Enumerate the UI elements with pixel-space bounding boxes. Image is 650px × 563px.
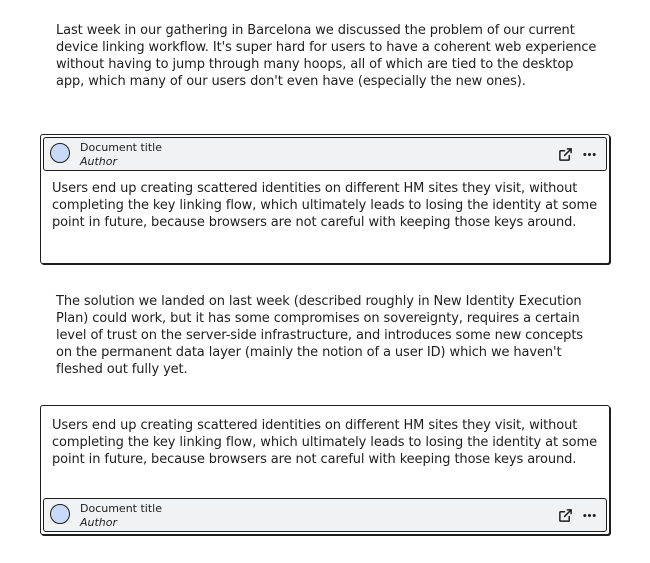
author-avatar [50, 143, 70, 163]
paragraph-intro: Last week in our gathering in Barcelona we discussed the problem of our current device linking workflow. It's super hard for users to have a coherent web experience without having to jump through many hoops, all of which are tied to the desktop app, which many of our users don't even have (especially the new ones). [56, 23, 597, 89]
embed-header[interactable] [43, 498, 607, 532]
paragraph-solution: The solution we landed on last week (described roughly in New Identity Execution Plan) could work, but it has some compromises on sovereignty, requires a certain level of trust on the server-side infrastructure, and introduces some new concepts on the permanent data layer (mainly the notion of a user ID) which we haven't fleshed out fully yet. [56, 294, 583, 377]
document-title[interactable]: Document title [80, 141, 162, 154]
more-horizontal-icon [582, 147, 597, 162]
document-author: Author [80, 516, 118, 529]
more-options-button[interactable] [580, 506, 598, 524]
open-document-button[interactable] [556, 145, 574, 163]
embed-quote: Users end up creating scattered identities on different HM sites they visit, without completing the key linking flow, which ultimately leads to losing the identity at some point in future, because browsers are not careful with keeping those keys around. [52, 418, 597, 467]
document-title[interactable]: Document title [80, 502, 162, 515]
external-link-icon [558, 508, 573, 523]
external-link-icon [558, 147, 573, 162]
document-embed-card[interactable] [40, 134, 610, 264]
author-avatar [50, 504, 70, 524]
embed-quote: Users end up creating scattered identities on different HM sites they visit, without completing the key linking flow, which ultimately leads to losing the identity at some point in future, because browsers are not careful with keeping those keys around. [52, 181, 597, 230]
document-embed-card[interactable] [40, 405, 610, 535]
more-horizontal-icon [582, 508, 597, 523]
more-options-button[interactable] [580, 145, 598, 163]
open-document-button[interactable] [556, 506, 574, 524]
document-author: Author [80, 155, 118, 168]
embed-header[interactable] [43, 137, 607, 171]
